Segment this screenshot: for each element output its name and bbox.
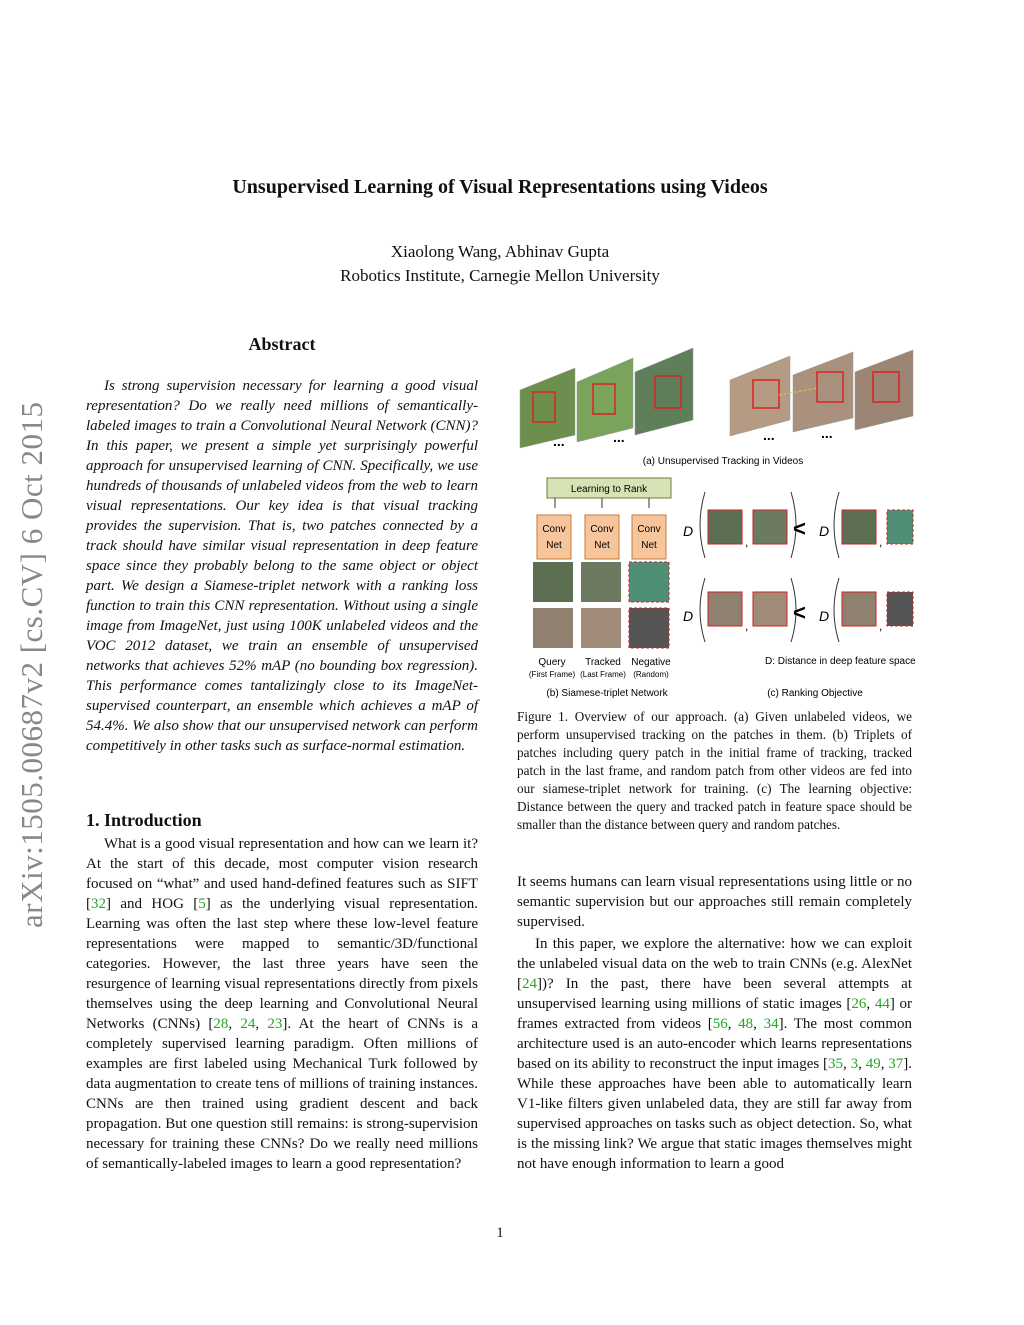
svg-text:Net: Net	[641, 540, 657, 551]
svg-text:<: <	[793, 600, 806, 625]
citation-link[interactable]: 32	[91, 896, 106, 912]
ellipsis-label: ...	[821, 425, 833, 441]
figure-label-a: (a) Unsupervised Tracking in Videos	[642, 456, 804, 467]
svg-text:Net: Net	[546, 540, 562, 551]
negative-sublabel: (Random)	[633, 670, 669, 679]
triplet-patches	[533, 562, 669, 648]
svg-text:Conv: Conv	[590, 524, 614, 535]
citation-link[interactable]: 35	[828, 1056, 844, 1072]
svg-text:<: <	[793, 516, 806, 541]
citation-link[interactable]: 44	[874, 996, 890, 1012]
page-number: 1	[496, 1225, 504, 1241]
video-frames-left	[520, 348, 693, 448]
svg-text:,: ,	[879, 619, 883, 633]
ellipsis-label: ...	[763, 427, 775, 443]
query-sublabel: (First Frame)	[528, 670, 576, 679]
citation-link[interactable]: 34	[763, 1016, 779, 1032]
affiliation: Robotics Institute, Carnegie Mellon University	[340, 266, 660, 285]
ranking-row-1	[683, 492, 913, 558]
svg-text:,: ,	[745, 535, 749, 549]
abstract-heading: Abstract	[248, 334, 316, 354]
introduction-paragraph: What is a good visual representation and how can we learn it? At the start of this decade, most computer vision research focused on “what” and used hand-defined features such as SIFT [32] and HOG [5] as the underlying visual representation. Learning was often the last step where these low-level feature representations were mapped to semantic/3D/functional categories. However, the last three years have seen the resurgence of learning visual representations directly from pixels themselves using the deep learning and Convolutional Neural Networks (CNNs) [28, 24, 23]. At the heart of CNNs is a completely supervised learning paradigm. Often millions of examples are first labeled using Mechanical Turk followed by data augmentation to create tens of millions of training instances. CNNs are then trained using gradient descent and back propagation. But one question still remains: is strong-supervision necessary for training these CNNs? Do we really need millions of semantically-labeled images to learn a good representation?	[86, 836, 479, 1172]
abstract-text: Is strong supervision necessary for learning a good visual representation? Do we really need millions of semantically-labeled images to train a Convolutional Neural Network (CNN)? In this paper, we present a simple yet surprisingly powerful approach for unsupervised learning of CNN. Specifically, we use hundreds of thousands of unlabeled videos from the web to learn visual representations. Our key idea is that visual tracking provides the supervision. That is, two patches connected by a track should have similar visual representation in deep feature space since they probably belong to the same object or object part. We design a Siamese-triplet network with a ranking loss function to train this CNN representation. Without using a single image from ImageNet, just using 100K unlabeled videos and the VOC 2012 dataset, we train an ensemble of unsupervised networks that achieves 52% mAP (no bounding box regression). This performance comes tantalizingly close to its ImageNet-supervised counterpart, an ensemble which achieves a mAP of 54.4%. We also show that our unsupervised network can perform competitively in other tasks such as surface-normal estimation.	[86, 378, 478, 754]
svg-text:D: D	[819, 608, 830, 624]
figure-label-b: (b) Siamese-triplet Network	[546, 688, 668, 699]
svg-text:Conv: Conv	[637, 524, 661, 535]
paragraph: In this paper, we explore the alternative: how we can exploit the unlabeled visual data on the web to train CNNs (e.g. AlexNet [24])? In the past, there have been several attempts at unsupervised learning using millions of static images [26, 44] or frames extracted from videos [56, 48, 34]. The most common architecture used is an auto-encoder which learns representations based on its ability to reconstruct the input images [35, 3, 49, 37]. While these approaches have been able to automatically learn V1-like filters given unlabeled data, they are still far away from supervised approaches on tasks such as object detection. So, what is the missing link? We argue that static images themselves might not have enough information to learn a good	[517, 936, 913, 1172]
convnet-query	[537, 515, 571, 559]
citation-link[interactable]: 49	[865, 1056, 881, 1072]
svg-text:Conv: Conv	[542, 524, 566, 535]
convnet-negative	[632, 515, 666, 559]
negative-label: Negative	[631, 657, 671, 668]
svg-text:Net: Net	[594, 540, 610, 551]
authors: Xiaolong Wang, Abhinav Gupta	[390, 242, 610, 261]
citation-link[interactable]: 23	[267, 1016, 283, 1032]
svg-text:D: D	[819, 523, 830, 539]
svg-text:D: D	[683, 523, 694, 539]
figure-1	[515, 340, 915, 702]
citation-link[interactable]: 48	[738, 1016, 754, 1032]
ellipsis-label: ...	[613, 429, 625, 445]
paragraph: It seems humans can learn visual representations using little or no semantic supervision but our approaches still remain completely supervised.	[517, 874, 912, 930]
video-frames-right	[730, 350, 913, 436]
query-label: Query	[538, 657, 566, 668]
figure-caption: Figure 1. Overview of our approach. (a) Given unlabeled videos, we perform unsupervised tracking on the patches in them. (b) Triplets of patches including query patch in the initial frame of tracking, tracked patch in the last frame, and random patch from other videos are fed into our siamese-triplet network for training. (c) The learning objective: Distance between the query and tracked patch in feature space should be smaller than the distance between query and random patches.	[517, 709, 912, 832]
arxiv-identifier: arXiv:1505.00687v2 [cs.CV] 6 Oct 2015	[14, 401, 49, 928]
citation-link[interactable]: 28	[213, 1016, 229, 1032]
ellipsis-label: ...	[553, 433, 565, 449]
figure-label-c: (c) Ranking Objective	[767, 688, 863, 699]
tracked-sublabel: (Last Frame)	[580, 670, 626, 679]
citation-link[interactable]: 24	[240, 1016, 256, 1032]
svg-text:D: D	[683, 608, 694, 624]
tracked-label: Tracked	[585, 657, 621, 668]
citation-link[interactable]: 5	[198, 896, 206, 912]
ranking-row-2	[683, 578, 913, 642]
citation-link[interactable]: 37	[888, 1056, 904, 1072]
convnet-tracked	[585, 515, 619, 559]
section-heading-introduction: 1. Introduction	[86, 810, 202, 830]
svg-text:,: ,	[745, 619, 749, 633]
citation-link[interactable]: 26	[851, 996, 867, 1012]
learning-to-rank-label: Learning to Rank	[570, 484, 648, 495]
distance-legend: D: Distance in deep feature space	[765, 656, 915, 667]
citation-link[interactable]: 3	[850, 1056, 859, 1072]
citation-link[interactable]: 24	[522, 976, 537, 992]
svg-text:,: ,	[879, 535, 883, 549]
paper-title: Unsupervised Learning of Visual Representations using Videos	[232, 176, 768, 198]
citation-link[interactable]: 56	[712, 1016, 728, 1032]
